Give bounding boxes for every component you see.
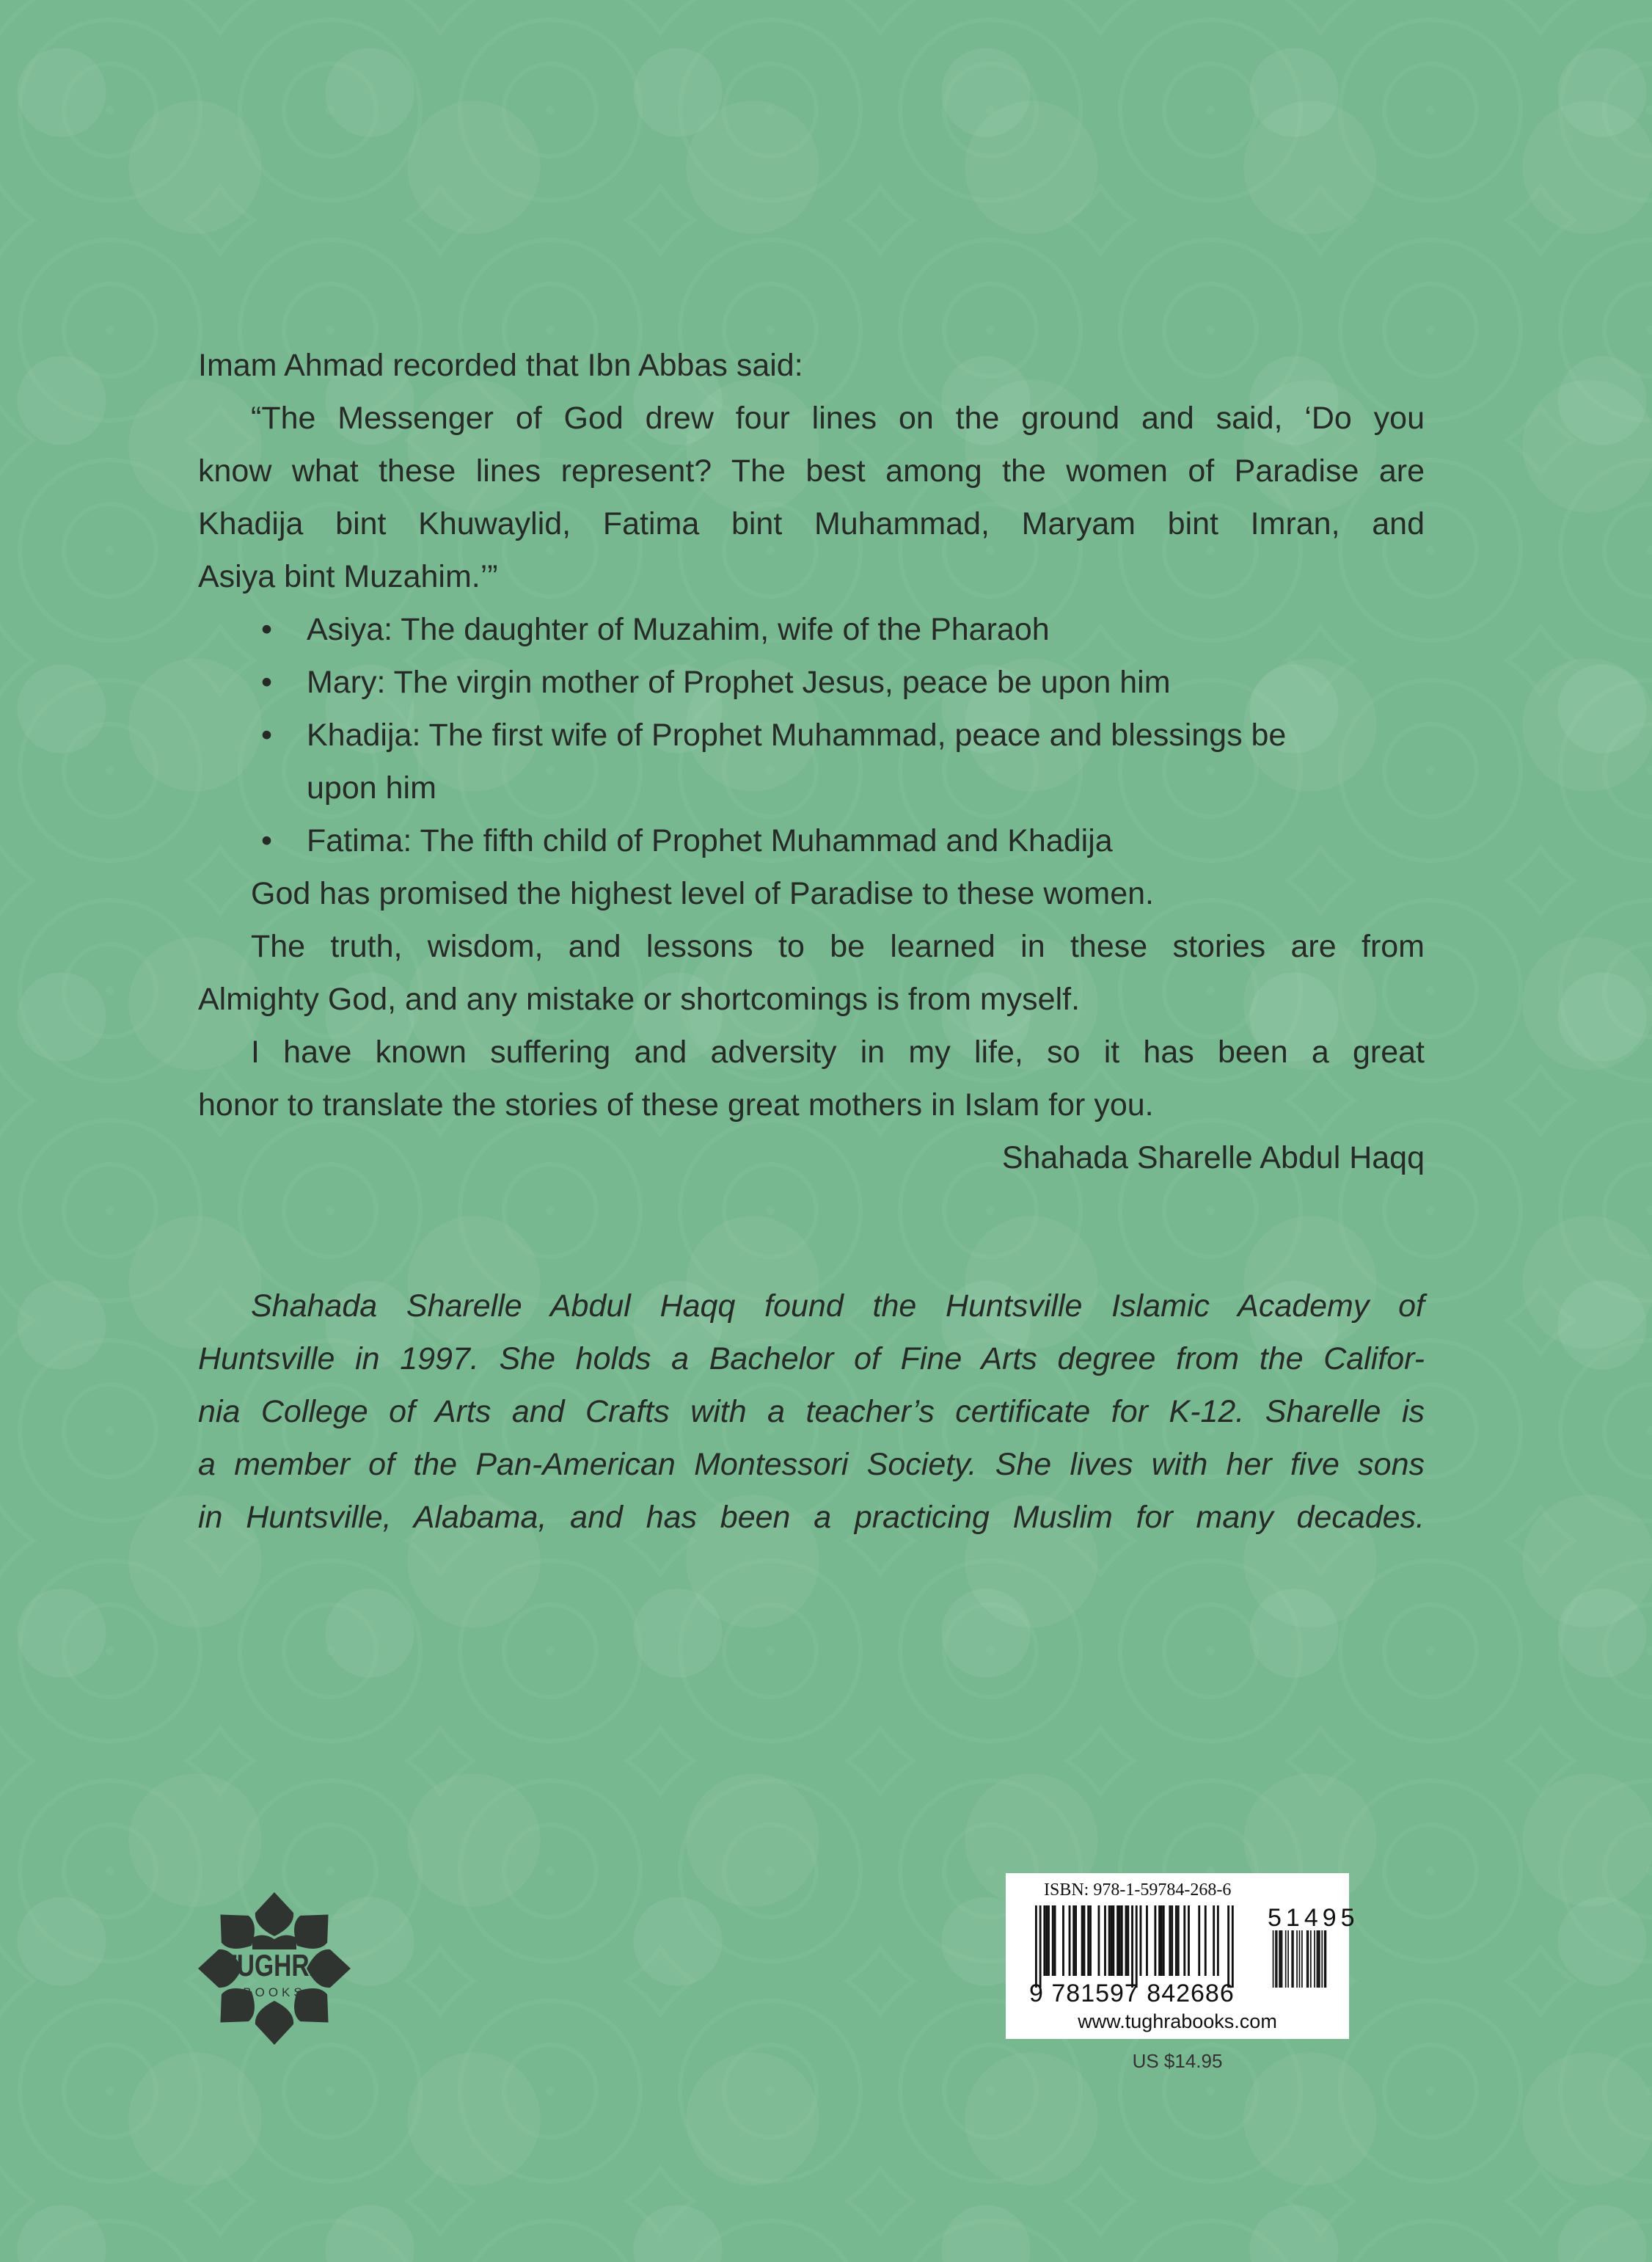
text-line: God has promised the highest level of Paradise to these women. <box>251 876 1154 911</box>
addon-bar <box>1326 1930 1327 1988</box>
barcode-bar <box>1217 1905 1219 1976</box>
addon-bar <box>1287 1930 1289 1988</box>
addon-bar <box>1319 1930 1320 1988</box>
bullet-icon: • <box>261 665 273 700</box>
price: US $14.95 <box>1132 2050 1223 2072</box>
barcode-bar <box>1163 1905 1165 1976</box>
addon-bar <box>1321 1930 1323 1988</box>
addon-bar <box>1282 1930 1283 1988</box>
barcode-bar <box>1154 1905 1156 1976</box>
addon-bar <box>1285 1930 1287 1988</box>
barcode-bar <box>1108 1905 1111 1976</box>
bio-line: in Huntsville, Alabama, and has been a practicing Muslim for many decades. <box>198 1500 1425 1535</box>
barcode-bar <box>1171 1905 1173 1976</box>
barcode-bar <box>1125 1905 1127 1976</box>
barcode-bar <box>1035 1905 1037 1988</box>
bio-line: Huntsville in 1997. She holds a Bachelor of Fine Arts degree from the Califor- <box>198 1341 1425 1376</box>
addon-bar <box>1276 1930 1278 1988</box>
barcode-bar <box>1227 1905 1229 1988</box>
publisher-url: www.tughrabooks.com <box>1078 2010 1277 2032</box>
addon-bar <box>1291 1930 1293 1988</box>
addon-bar <box>1280 1930 1282 1988</box>
barcode-bar <box>1198 1905 1200 1976</box>
bio-line: nia College of Arts and Crafts with a teacher’s certificate for K-12. Sharelle is <box>198 1394 1425 1429</box>
text-line: Asiya bint Muzahim.’” <box>198 559 498 594</box>
addon-bar <box>1275 1930 1276 1988</box>
barcode-bar <box>1112 1905 1114 1976</box>
bio-line: Shahada Sharelle Abdul Haqq found the Huntsville Islamic Academy of <box>251 1288 1425 1324</box>
barcode-bar <box>1089 1905 1092 1976</box>
logo-subtitle: BOOKS <box>243 1985 306 1999</box>
barcode-bar <box>1081 1905 1083 1976</box>
text-line: know what these lines represent? The best among the women of Paradise are <box>198 453 1425 489</box>
bullet-icon: • <box>261 718 273 753</box>
barcode-bar <box>1062 1905 1064 1976</box>
bullet-item: • Asiya: The daughter of Muzahim, wife of the Pharaoh <box>198 603 1425 656</box>
logo-wordmark: TUGHRA <box>222 1949 327 1983</box>
price-addon-digits: 51495 <box>1268 1904 1359 1932</box>
barcode-bar <box>1111 1905 1113 1976</box>
barcode-bar <box>1043 1905 1045 1976</box>
bullet-icon: • <box>261 612 273 647</box>
bullet-item: • Fatima: The fifth child of Prophet Muhammad and Khadija <box>198 814 1425 867</box>
open-book-icon <box>252 1935 296 1949</box>
barcode-bar <box>1161 1905 1163 1976</box>
barcode-bar <box>1069 1905 1071 1976</box>
barcode-bar <box>1119 1905 1121 1976</box>
addon-bar <box>1314 1930 1315 1988</box>
bullet-icon: • <box>261 823 273 858</box>
barcode-bar <box>1121 1905 1123 1976</box>
barcode-bar <box>1083 1905 1086 1976</box>
bio-line: a member of the Pan-American Montessori Society. She lives with her five sons <box>198 1447 1425 1482</box>
barcode-bar <box>1039 1905 1042 1988</box>
barcode-bar <box>1146 1905 1148 1976</box>
isbn-barcode-label <box>1006 1873 1359 2039</box>
barcode-bar <box>1175 1905 1177 1976</box>
addon-bar <box>1273 1930 1274 1988</box>
signature: Shahada Sharelle Abdul Haqq <box>1001 1140 1425 1175</box>
barcode-bar <box>1140 1905 1142 1976</box>
barcode-bar <box>1045 1905 1048 1976</box>
barcode-digits: 9 781597 842686 <box>1029 1980 1235 2007</box>
barcode-bar <box>1177 1905 1180 1976</box>
barcode-bar <box>1232 1905 1234 1988</box>
addon-bar <box>1310 1930 1312 1988</box>
text-line: Khadija bint Khuwaylid, Fatima bint Muhammad, Maryam bint Imran, and <box>198 506 1425 541</box>
text-line: Imam Ahmad recorded that Ibn Abbas said: <box>198 348 803 383</box>
addon-bar <box>1306 1930 1308 1988</box>
tughra-books-logo <box>195 1889 354 2048</box>
barcode-bar <box>1104 1905 1106 1976</box>
bullet-item-continued: upon him <box>307 770 436 806</box>
text-line: honor to translate the stories of these great mothers in Islam for you. <box>198 1087 1154 1123</box>
barcode-bar <box>1116 1905 1119 1976</box>
barcode-bar <box>1136 1905 1138 1988</box>
addon-bar <box>1317 1930 1319 1988</box>
barcode-bar <box>1087 1905 1089 1976</box>
barcode-bar <box>1054 1905 1056 1976</box>
addon-bar <box>1324 1930 1326 1988</box>
barcode-bar <box>1131 1905 1133 1988</box>
barcode-bar <box>1127 1905 1129 1976</box>
author-bio <box>198 1280 1425 1544</box>
text-line: Almighty God, and any mistake or shortcomings is from myself. <box>198 982 1081 1017</box>
foreword-text <box>198 339 1425 1184</box>
barcode-bar <box>1205 1905 1207 1976</box>
barcode-bar <box>1188 1905 1190 1976</box>
barcode-bar <box>1213 1905 1215 1976</box>
barcode-bar <box>1075 1905 1077 1976</box>
barcode-bar <box>1158 1905 1161 1976</box>
bullet-item: • Mary: The virgin mother of Prophet Jesus, peace be upon him <box>198 656 1425 709</box>
addon-bar <box>1293 1930 1294 1988</box>
barcode-bar <box>1072 1905 1075 1976</box>
text-line: “The Messenger of God drew four lines on the ground and said, ‘Do you <box>251 401 1425 436</box>
barcode-bar <box>1052 1905 1054 1976</box>
addon-bar <box>1317 1930 1318 1988</box>
isbn-text: ISBN: 978-1-59784-268-6 <box>1044 1880 1232 1900</box>
addon-bar <box>1301 1930 1303 1988</box>
addon-bar <box>1308 1930 1309 1988</box>
text-line: I have known suffering and adversity in my life, so it has been a great <box>251 1035 1425 1070</box>
barcode-bar <box>1048 1905 1050 1976</box>
addon-bar <box>1279 1930 1280 1988</box>
barcode-bar <box>1183 1905 1185 1976</box>
text-line: The truth, wisdom, and lessons to be learned in these stories are from <box>251 929 1425 964</box>
bullet-item: • Khadija: The first wife of Prophet Muhammad, peace and blessings be <box>198 709 1425 762</box>
barcode-bar <box>1169 1905 1171 1976</box>
addon-bar <box>1296 1930 1298 1988</box>
barcode-bar <box>1098 1905 1100 1976</box>
addon-bar <box>1299 1930 1301 1988</box>
